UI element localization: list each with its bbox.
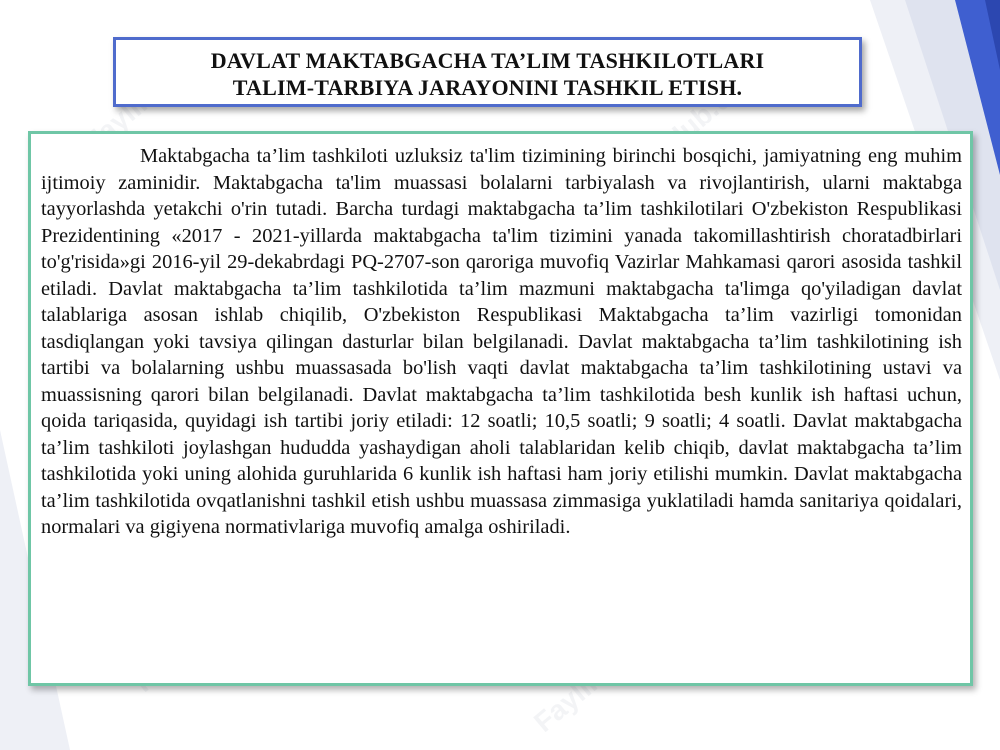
slide-body-box (28, 131, 973, 686)
slide-title-box (113, 37, 862, 107)
slide-title-line-2: TALIM-TARBIYA JARAYONINI TASHKIL ETISH. (232, 75, 743, 100)
body-paragraph: Maktabgacha ta’lim tashkiloti uzluksiz ta'lim tizimining birinchi bosqichi, jamiyatning eng muhim ijtimoiy zaminidir. Maktabgacha ta'lim muassasi bolalarni tarbiyalash va rivojlantirish, ularni maktabga tayyorlashda yetakchi o'rin tutadi. Barcha turdagi maktabgacha ta’lim tashkilotilari O'zbekiston Respublikasi Prezidentining «2017 - 2021-yillarda maktabgacha ta'lim tizimini yanada takomillashtirish choratadbirlari to'g'risida»gi 2016-yil 29-dekabrdagi PQ-2707-son qaroriga muvofiq Vazirlar Mahkamasi qarori asosida tashkil etiladi. Davlat maktabgacha ta’lim tashkilotida ta’lim mazmuni maktabgacha ta'limga qo'yiladigan davlat talablariga asosan ishlab chiqilib, O'zbekiston Respublikasi Maktabgacha ta’lim vazirligi tomonidan tasdiqlangan yoki tavsiya qilingan dasturlar bilan belgilanadi. Davlat maktabgacha ta’lim tashkilotining ish tartibi va bolalarning ushbu muassasada bo'lish vaqti davlat maktabgacha ta’lim tashkilotining ustavi va muassisning qarori bilan belgilanadi. Davlat maktabgacha ta’lim tashkilotida besh kunlik ish haftasi uchun, qoida tariqasida, quyidagi ish tartibi joriy etiladi: 12 soatli; 10,5 soatli; 9 soatli; 4 soatli. Davlat maktabgacha ta’lim tashkiloti joylashgan hududda yashaydigan aholi talablaridan kelib chiqib, davlat maktabgacha ta’lim tashkilotida yoki uning alohida guruhlarida 6 kunlik ish haftasi ham joriy etilishi mumkin. Davlat maktabgacha ta’lim tashkilotida ovqatlanishni tashkil etish ushbu muassasa zimmasiga yuklatiladi hamda sanitariya qoidalari, normalari va gigiyena normativlariga muvofiq amalga oshiriladi. (41, 145, 962, 538)
slide-title-line-1: DAVLAT MAKTABGACHA TA’LIM TASHKILOTLARI (210, 48, 765, 73)
